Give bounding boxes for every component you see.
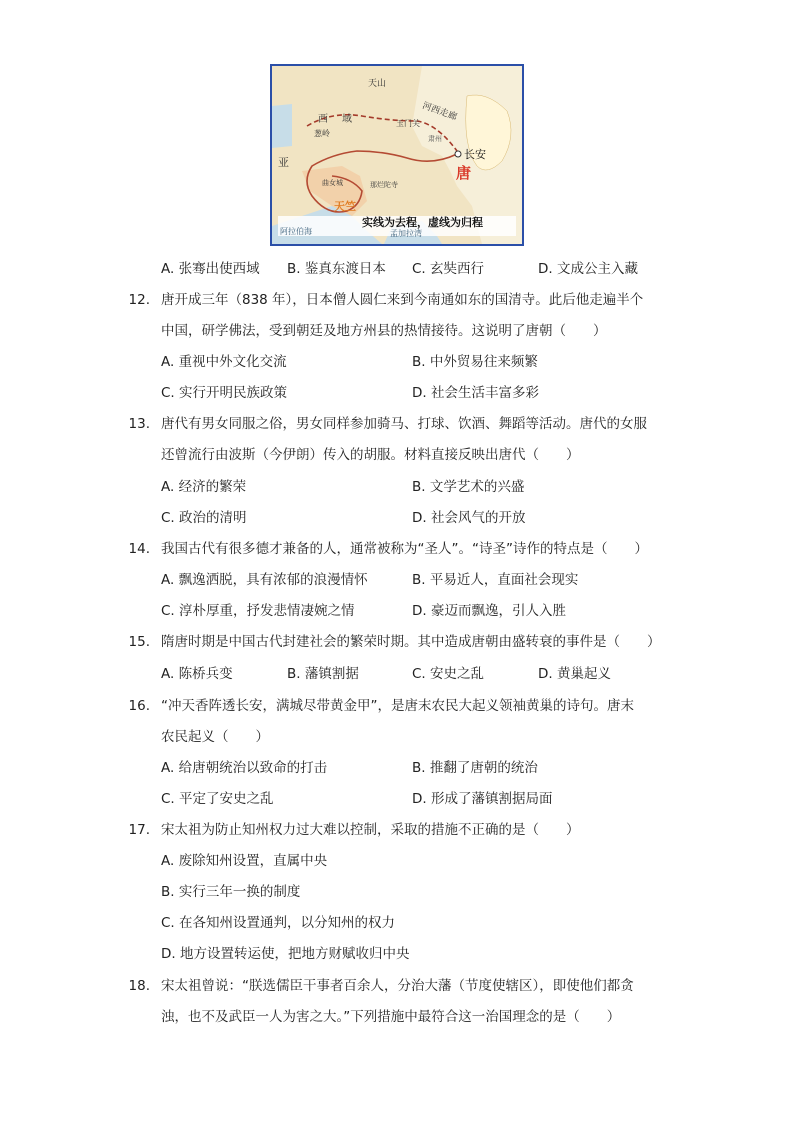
q18-number: 18. (128, 978, 150, 994)
q17-stem-line1: 宋太祖为防止知州权力过大难以控制，采取的措施不正确的是（ ） (161, 822, 580, 838)
q14-stem-line1: 我国古代有很多德才兼备的人，通常被称为“圣人”。“诗圣”诗作的特点是（ ） (161, 541, 648, 557)
q15-option-b[interactable]: B. 藩镇割据 (287, 666, 359, 682)
map-label-qunuzhou: 曲女城 (322, 179, 343, 187)
q11-option-a[interactable]: A. 张骞出使西域 (161, 261, 260, 277)
map-label-hexi: 河西走廊 (420, 101, 459, 123)
q14-option-b[interactable]: B. 平易近人，直面社会现实 (412, 572, 579, 588)
map-label-alabo: 阿拉伯海 (280, 227, 312, 236)
q13-number: 13. (128, 416, 150, 432)
q17-number: 17. (128, 822, 150, 838)
q17-option-d[interactable]: D. 地方设置转运使，把地方财赋收归中央 (161, 946, 410, 962)
map-label-tianzhu: 天竺 (334, 200, 356, 213)
q12-stem-line2: 中国，研学佛法，受到朝廷及地方州县的热情接待。这说明了唐朝（ ） (161, 323, 607, 339)
q17-option-a[interactable]: A. 废除知州设置，直属中央 (161, 853, 328, 869)
q13-option-c[interactable]: C. 政治的清明 (161, 510, 247, 526)
map-label-mengjiala: 孟加拉湾 (390, 229, 422, 238)
q12-stem-line1: 唐开成三年（838 年），日本僧人圆仁来到今南通如东的国清寺。此后他走遍半个 (161, 292, 644, 308)
map-label-suzhou: 肃州 (428, 135, 442, 143)
map-label-changan: 长安 (464, 148, 486, 161)
map-label-tang: 唐 (456, 164, 472, 182)
q14-option-c[interactable]: C. 淳朴厚重，抒发悲情凄婉之情 (161, 603, 355, 619)
map-label-nalanduo: 那烂陀寺 (370, 181, 398, 189)
q15-stem-line1: 隋唐时期是中国古代封建社会的繁荣时期。其中造成唐朝由盛转衰的事件是（ ） (161, 634, 661, 650)
q11-option-c[interactable]: C. 玄奘西行 (412, 261, 485, 277)
map-label-xiyu: 西域 (318, 114, 366, 125)
q16-option-b[interactable]: B. 推翻了唐朝的统治 (412, 760, 538, 776)
q11-option-b[interactable]: B. 鉴真东渡日本 (287, 261, 386, 277)
q16-option-c[interactable]: C. 平定了安史之乱 (161, 791, 274, 807)
map-label-congling: 葱岭 (314, 129, 330, 138)
q13-option-b[interactable]: B. 文学艺术的兴盛 (412, 479, 525, 495)
map-caption: 实线为去程，虚线为归程 (362, 216, 483, 229)
q13-option-d[interactable]: D. 社会风气的开放 (412, 510, 526, 526)
q15-number: 15. (128, 634, 150, 650)
q15-option-d[interactable]: D. 黄巢起义 (538, 666, 611, 682)
q13-stem-line2: 还曾流行由波斯（今伊朗）传入的胡服。材料直接反映出唐代（ ） (161, 447, 580, 463)
map-label-ya: 亚 (278, 156, 289, 169)
q13-stem-line1: 唐代有男女同服之俗，男女同样参加骑马、打球、饮酒、舞蹈等活动。唐代的女服 (161, 416, 647, 432)
q18-stem-line1: 宋太祖曾说：“朕选儒臣干事者百余人，分治大藩（节度使辖区），即使他们都贪 (161, 978, 634, 994)
q15-option-c[interactable]: C. 安史之乱 (412, 666, 485, 682)
q15-option-a[interactable]: A. 陈桥兵变 (161, 666, 233, 682)
q12-option-c[interactable]: C. 实行开明民族政策 (161, 385, 288, 401)
q16-stem-line1: “冲天香阵透长安，满城尽带黄金甲”，是唐末农民大起义领袖黄巢的诗句。唐末 (161, 698, 634, 714)
q12-option-b[interactable]: B. 中外贸易往来频繁 (412, 354, 538, 370)
q12-number: 12. (128, 292, 150, 308)
q14-option-d[interactable]: D. 豪迈而飘逸，引人入胜 (412, 603, 566, 619)
map-label-tianshan: 天山 (368, 79, 387, 89)
xuanzang-route-map (270, 64, 524, 246)
q17-option-c[interactable]: C. 在各知州设置通判，以分知州的权力 (161, 915, 396, 931)
q18-stem-line2: 浊，也不及武臣一人为害之大。”下列措施中最符合这一治国理念的是（ ） (161, 1009, 621, 1025)
q16-stem-line2: 农民起义（ ） (161, 729, 269, 745)
q16-option-a[interactable]: A. 给唐朝统治以致命的打击 (161, 760, 328, 776)
q14-number: 14. (128, 541, 150, 557)
q17-option-b[interactable]: B. 实行三年一换的制度 (161, 884, 301, 900)
q16-option-d[interactable]: D. 形成了藩镇割据局面 (412, 791, 553, 807)
q11-option-d[interactable]: D. 文成公主入藏 (538, 261, 638, 277)
q12-option-d[interactable]: D. 社会生活丰富多彩 (412, 385, 539, 401)
q14-option-a[interactable]: A. 飘逸洒脱，具有浓郁的浪漫情怀 (161, 572, 368, 588)
q16-number: 16. (128, 698, 150, 714)
q12-option-a[interactable]: A. 重视中外文化交流 (161, 354, 287, 370)
q13-option-a[interactable]: A. 经济的繁荣 (161, 479, 247, 495)
map-label-yumenguan: 玉门关 (396, 119, 420, 128)
